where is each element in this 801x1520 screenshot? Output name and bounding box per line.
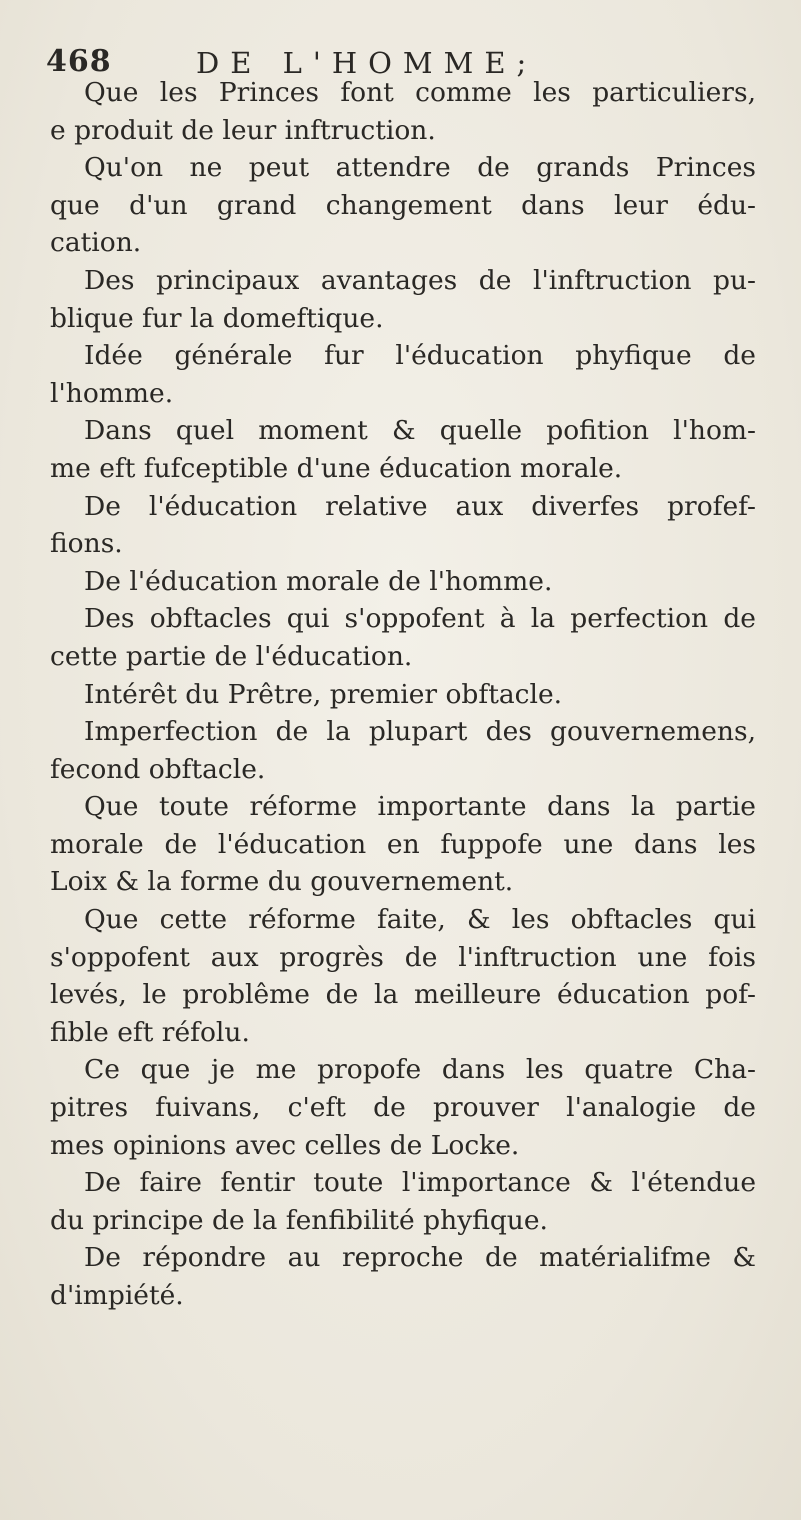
text-line: fions. [50, 528, 123, 560]
text-line: Ce que je me propofe dans les quatre Cha- [84, 1054, 756, 1086]
text-line: De faire fentir toute l'importance & l'étendue [84, 1167, 756, 1199]
text-line: fecond obftacle. [50, 753, 266, 785]
text-line: De l'éducation relative aux diverfes profef- [84, 490, 756, 522]
text-line: mes opinions avec celles de Locke. [50, 1129, 520, 1161]
text-line: e produit de leur inftruction. [50, 114, 436, 146]
text-line: morale de l'éducation en fuppofe une dans les [50, 828, 756, 860]
text-line: que d'un grand changement dans leur édu- [50, 189, 756, 221]
text-line: cette partie de l'éducation. [50, 640, 413, 672]
text-line: Des obftacles qui s'oppofent à la perfection de [84, 603, 756, 635]
text-line: Dans quel moment & quelle pofition l'hom- [84, 415, 756, 447]
text-line: s'oppofent aux progrès de l'inftruction une fois [50, 941, 756, 973]
text-line: Idée générale fur l'éducation phyfique de [84, 340, 756, 372]
text-line: cation. [50, 227, 142, 259]
table-of-contents-text [50, 74, 756, 1315]
text-line: Qu'on ne peut attendre de grands Princes [84, 152, 756, 184]
text-line: Des principaux avantages de l'inftruction pu- [84, 264, 756, 296]
page-number: 468 [46, 44, 112, 79]
text-line: Que les Princes font comme les particuliers, [84, 77, 756, 108]
text-line: De l'éducation morale de l'homme. [84, 565, 553, 597]
running-head: DE L'HOMME; [196, 46, 538, 80]
text-line: Que toute réforme importante dans la partie [84, 791, 756, 823]
text-line: d'impiété. [50, 1280, 184, 1311]
text-line: Intérêt du Prêtre, premier obftacle. [84, 678, 563, 710]
text-line: Imperfection de la plupart des gouvernemens, [84, 716, 756, 748]
text-line: me eft fufceptible d'une éducation morale. [50, 452, 623, 484]
text-line: Que cette réforme faite, & les obftacles qui [84, 904, 756, 936]
text-line: l'homme. [50, 377, 174, 409]
text-line: pitres fuivans, c'eft de prouver l'analogie de [50, 1092, 756, 1124]
text-line: blique fur la domeftique. [50, 302, 384, 334]
text-line: du principe de la fenfibilité phyfique. [50, 1204, 548, 1236]
text-line: levés, le problême de la meilleure éducation pof- [50, 979, 756, 1011]
text-line: fible eft réfolu. [50, 1016, 250, 1048]
text-line: De répondre au reproche de matérialifme & [84, 1242, 756, 1274]
text-line: Loix & la forme du gouvernement. [50, 866, 514, 898]
